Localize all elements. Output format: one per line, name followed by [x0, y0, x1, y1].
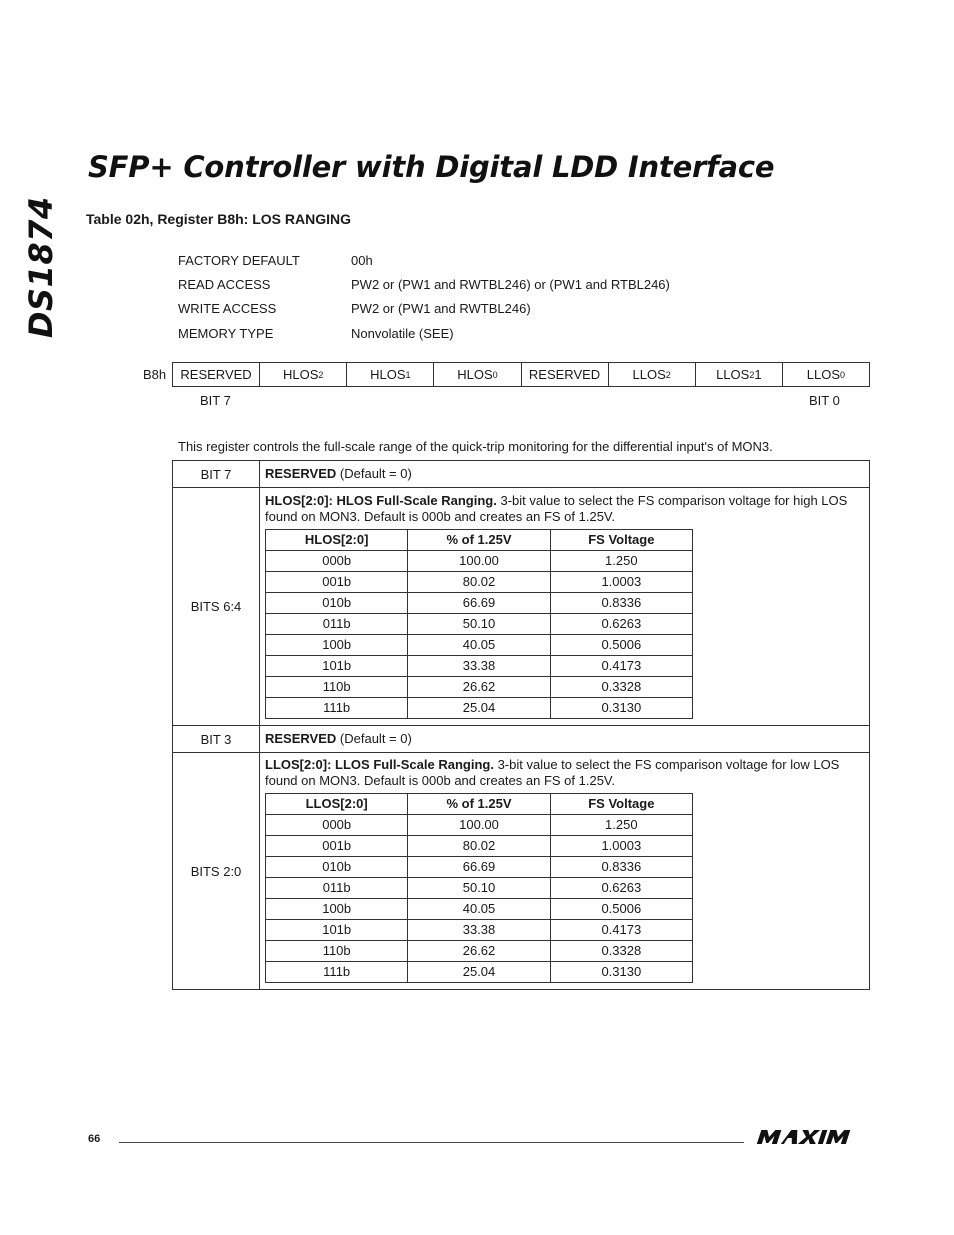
- page-number: 66: [88, 1133, 101, 1145]
- table-cell: 100.00: [408, 550, 550, 571]
- table-cell: 33.38: [408, 655, 550, 676]
- table-cell: 100b: [266, 634, 408, 655]
- table-cell: 0.8336: [550, 857, 692, 878]
- meta-row: [178, 248, 670, 272]
- table-row: [266, 655, 693, 676]
- meta-value: Nonvolatile (SEE): [351, 325, 454, 341]
- register-bit-cell: [695, 363, 782, 386]
- table-row: [266, 697, 693, 718]
- table-cell: 33.38: [408, 920, 550, 941]
- bit-range: BIT 7: [173, 461, 260, 488]
- bit-name: HLOS: [282, 367, 319, 382]
- meta-key: READ ACCESS: [178, 276, 271, 292]
- table-cell: 0.3130: [550, 697, 692, 718]
- meta-key: WRITE ACCESS: [178, 301, 277, 317]
- table-cell: 110b: [266, 941, 408, 962]
- table-row: [266, 941, 693, 962]
- field-detail: (Default = 0): [336, 466, 412, 481]
- bit-range: BITS 6:4: [173, 488, 260, 726]
- table-cell: 66.69: [408, 857, 550, 878]
- field-name: RESERVED: [265, 466, 337, 481]
- table-cell: 0.3328: [550, 941, 692, 962]
- bit-name: LLOS: [632, 367, 666, 382]
- table-cell: 0.3130: [550, 962, 692, 983]
- table-row: [266, 592, 693, 613]
- table-cell: 111b: [266, 697, 408, 718]
- table-header-row: [266, 529, 693, 550]
- table-cell: 40.05: [408, 634, 550, 655]
- register-description: This register controls the full-scale range of the quick-trip monitoring for the differential input's of MON3.: [178, 439, 773, 454]
- msb-label: BIT 7: [200, 393, 231, 408]
- table-row: [266, 857, 693, 878]
- description-text: [265, 466, 412, 481]
- table-cell: 101b: [266, 655, 408, 676]
- table-cell: 100.00: [408, 815, 550, 836]
- table-cell: 80.02: [408, 571, 550, 592]
- field-detail: 3-bit value to select the FS comparison voltage for low LOS found on MON3. Default is 000b and creates an FS of 1.25V.: [265, 757, 840, 788]
- register-address: B8h: [143, 367, 167, 382]
- bit-definition-table: [172, 460, 870, 990]
- bit-description: [260, 753, 870, 990]
- bit-name: LLOS: [716, 367, 750, 382]
- table-cell: 0.6263: [550, 878, 692, 899]
- table-row: [266, 836, 693, 857]
- table-row: [266, 676, 693, 697]
- table-cell: 0.5006: [550, 634, 692, 655]
- column-header: LLOS[2:0]: [266, 794, 408, 815]
- table-cell: 100b: [266, 899, 408, 920]
- table-cell: 010b: [266, 592, 408, 613]
- bit-name: RESERVED: [180, 367, 252, 382]
- field-detail: 3-bit value to select the FS comparison voltage for high LOS found on MON3. Default is 000b and creates an FS of 1.25V.: [265, 492, 848, 524]
- bit-range: BIT 3: [173, 726, 260, 753]
- lsb-label: BIT 0: [809, 393, 840, 408]
- register-bitmap: [172, 362, 870, 387]
- table-cell: 001b: [266, 836, 408, 857]
- table-cell: 001b: [266, 571, 408, 592]
- register-bit-cell: [782, 363, 869, 386]
- meta-value: 00h: [351, 252, 373, 268]
- field-name: RESERVED: [265, 731, 337, 746]
- meta-row: [178, 272, 670, 296]
- bit-row: [173, 461, 870, 488]
- table-cell: 110b: [266, 676, 408, 697]
- bit-subscript: 0: [840, 369, 846, 380]
- table-row: [266, 815, 693, 836]
- description-text: [265, 493, 864, 525]
- bit-description: [260, 726, 870, 753]
- meta-row: [178, 297, 670, 321]
- table-cell: 011b: [266, 613, 408, 634]
- table-cell: 0.4173: [550, 920, 692, 941]
- table-cell: 1.250: [550, 815, 692, 836]
- table-cell: 0.3328: [550, 676, 692, 697]
- meta-key: MEMORY TYPE: [178, 325, 274, 341]
- bit-description: [260, 488, 870, 726]
- column-header: FS Voltage: [550, 529, 692, 550]
- register-meta: [178, 248, 670, 345]
- register-bit-cell: [259, 363, 346, 386]
- table-row: [266, 571, 693, 592]
- table-cell: 1.0003: [550, 571, 692, 592]
- bit-subscript: 2: [665, 369, 671, 380]
- bit-subscript: 0: [492, 369, 498, 380]
- table-row: [266, 878, 693, 899]
- bit-name: HLOS: [457, 367, 493, 382]
- meta-value: PW2 or (PW1 and RWTBL246) or (PW1 and RTBL246): [351, 276, 670, 292]
- bit-name: LLOS: [806, 367, 841, 382]
- table-cell: 25.04: [408, 962, 550, 983]
- table-cell: 25.04: [408, 697, 550, 718]
- table-cell: 1.0003: [550, 836, 692, 857]
- table-cell: 000b: [266, 815, 408, 836]
- footer-rule: [119, 1142, 744, 1143]
- bit-range: BITS 2:0: [173, 753, 260, 990]
- side-tab-part-number: DS1874: [22, 196, 60, 338]
- bit-name: HLOS: [370, 367, 406, 382]
- bit-description: [260, 461, 870, 488]
- register-bit-cell: [521, 363, 608, 386]
- table-title: Table 02h, Register B8h: LOS RANGING: [86, 211, 352, 227]
- bit-row: [173, 488, 870, 726]
- page-title: SFP+ Controller with Digital LDD Interface: [88, 150, 775, 184]
- table-cell: 50.10: [408, 878, 550, 899]
- maxim-logo: [756, 1128, 864, 1146]
- table-cell: 000b: [266, 550, 408, 571]
- table-row: [266, 550, 693, 571]
- table-cell: 101b: [266, 920, 408, 941]
- column-header: % of 1.25V: [408, 529, 550, 550]
- table-row: [266, 899, 693, 920]
- table-cell: 0.4173: [550, 655, 692, 676]
- hlos-range-table: [265, 529, 693, 719]
- bit-subscript: 2: [749, 369, 755, 380]
- column-header: FS Voltage: [550, 794, 692, 815]
- field-detail: (Default = 0): [336, 731, 412, 746]
- table-cell: 80.02: [408, 836, 550, 857]
- table-cell: 0.6263: [550, 613, 692, 634]
- description-text: [265, 731, 412, 746]
- register-bit-cell: [173, 363, 259, 386]
- column-header: % of 1.25V: [408, 794, 550, 815]
- table-cell: 011b: [266, 878, 408, 899]
- description-text: [265, 757, 864, 789]
- table-cell: 111b: [266, 962, 408, 983]
- table-row: [266, 613, 693, 634]
- bit-suffix: 1: [754, 367, 762, 382]
- table-cell: 1.250: [550, 550, 692, 571]
- bit-subscript: 2: [318, 369, 324, 380]
- table-cell: 26.62: [408, 941, 550, 962]
- column-header: HLOS[2:0]: [266, 529, 408, 550]
- bit-row: [173, 726, 870, 753]
- table-cell: 50.10: [408, 613, 550, 634]
- table-cell: 66.69: [408, 592, 550, 613]
- table-cell: 010b: [266, 857, 408, 878]
- meta-value: PW2 or (PW1 and RWTBL246): [351, 301, 531, 317]
- table-cell: 40.05: [408, 899, 550, 920]
- table-header-row: [266, 794, 693, 815]
- meta-row: [178, 321, 670, 345]
- register-bit-cell: [608, 363, 695, 386]
- bit-name: RESERVED: [528, 367, 601, 382]
- register-bit-cell: [346, 363, 433, 386]
- table-cell: 26.62: [408, 676, 550, 697]
- table-row: [266, 634, 693, 655]
- register-bit-cell: [433, 363, 520, 386]
- table-cell: 0.8336: [550, 592, 692, 613]
- table-row: [266, 920, 693, 941]
- meta-key: FACTORY DEFAULT: [178, 252, 300, 268]
- field-name: HLOS[2:0]: HLOS Full-Scale Ranging.: [265, 492, 497, 508]
- bit-row: [173, 753, 870, 990]
- table-cell: 0.5006: [550, 899, 692, 920]
- bit-subscript: 1: [405, 369, 411, 380]
- field-name: LLOS[2:0]: LLOS Full-Scale Ranging.: [265, 757, 494, 772]
- table-row: [266, 962, 693, 983]
- llos-range-table: [265, 793, 693, 983]
